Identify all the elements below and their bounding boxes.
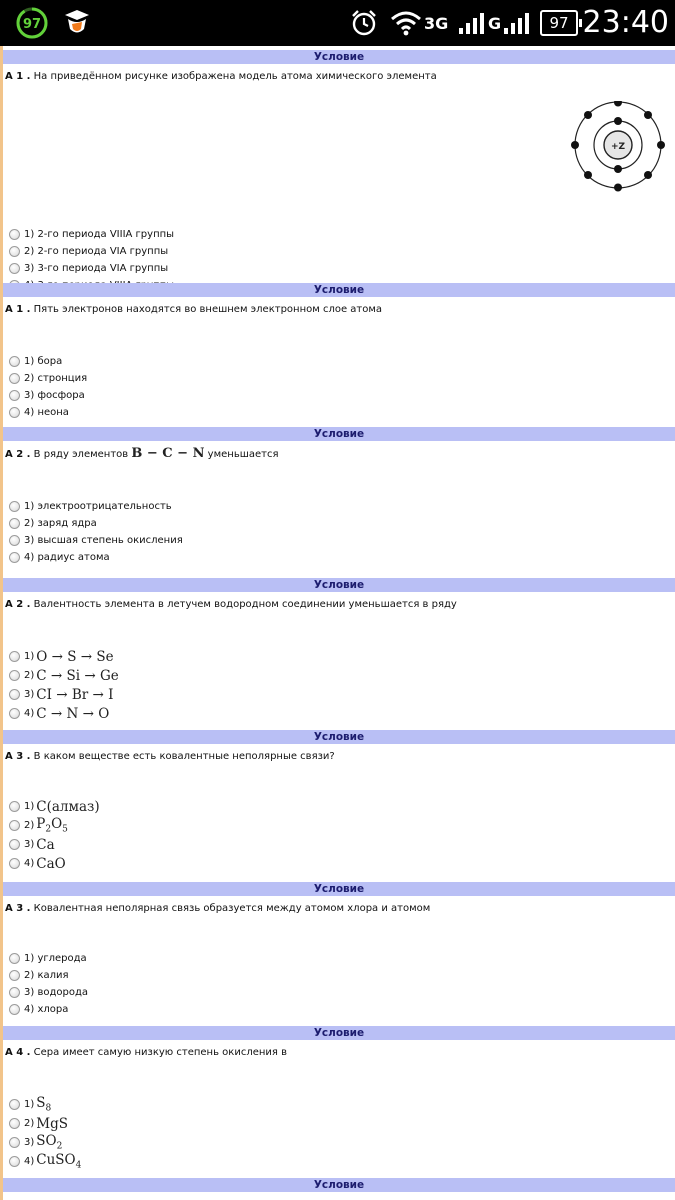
question-text [5,599,457,610]
radio-button[interactable] [9,501,20,512]
answer-option[interactable]: 2) калия [9,967,88,984]
question-label: Ковалентная неполярная связь образуется между атомом хлора и атомом [33,903,431,914]
question-formula: B − C − N [131,446,205,461]
radio-button[interactable] [9,356,20,367]
shield-app-icon [62,9,92,37]
answer-option[interactable]: 4) радиус атома [9,549,183,566]
radio-button[interactable] [9,1004,20,1015]
task-card [0,730,675,881]
answer-option[interactable]: 1) O → S → Se [9,647,119,666]
radio-button[interactable] [9,839,20,850]
radio-button[interactable] [9,953,20,964]
radio-button[interactable] [9,970,20,981]
question-number: А 3 . [5,751,31,762]
radio-button[interactable] [9,552,20,563]
answer-option[interactable]: 2) 2-го периода VIA группы [9,243,174,260]
question-label: В каком веществе есть ковалентные неполярные связи? [33,751,335,762]
answer-options [9,498,183,566]
condition-header: Условие [3,1178,675,1192]
task-card [0,50,675,282]
radio-button[interactable] [9,858,20,869]
network2-type-label: G [488,14,502,33]
formula: $SO_2$ [36,1133,63,1152]
radio-button[interactable] [9,229,20,240]
answer-options [9,950,88,1018]
radio-button[interactable] [9,708,20,719]
answer-option[interactable]: 3) фосфора [9,387,87,404]
question-number: А 2 . [5,449,31,460]
signal-bars-2-icon [503,12,529,34]
condition-header: Условие [3,730,675,744]
answer-option[interactable]: 2) $P_2O_5$ [9,816,100,835]
question-text [5,903,430,914]
task-card [0,1026,675,1177]
question-text [5,446,279,461]
answer-option[interactable]: 1) углерода [9,950,88,967]
answer-option[interactable]: 2) C → Si → Ge [9,666,119,685]
test-content[interactable] [0,46,675,1200]
radio-button[interactable] [9,689,20,700]
radio-button[interactable] [9,1156,20,1167]
answer-option[interactable]: 3) водорода [9,984,88,1001]
answer-option[interactable]: 1) $S_8$ [9,1095,81,1114]
formula: CuSO$_4$ [36,1152,82,1171]
answer-option[interactable]: 4) CaO [9,854,100,873]
question-label: Сера имеет самую низкую степень окисления в [33,1047,287,1058]
alarm-clock-icon [350,9,378,37]
question-text [5,304,382,315]
question-number: А 2 . [5,599,31,610]
formula: $P_2O_5$ [36,816,68,835]
answer-option[interactable]: 4) CuSO$_4$ [9,1152,81,1171]
radio-button[interactable] [9,1118,20,1129]
answer-option[interactable]: 4) C → N → O [9,704,119,723]
badge-value: 97 [22,17,42,32]
question-number: А 3 . [5,903,31,914]
question-suffix: уменьшается [207,449,279,460]
question-number: А 4 . [5,1047,31,1058]
radio-button[interactable] [9,535,20,546]
condition-header: Условие [3,1026,675,1040]
question-label: Валентность элемента в летучем водородном соединении уменьшается в ряду [33,599,457,610]
formula: $S_8$ [36,1095,52,1114]
battery-icon: 97 [540,10,578,36]
task-card [0,427,675,577]
answer-option[interactable]: 2) стронция [9,370,87,387]
answer-option[interactable]: 4) неона [9,404,87,421]
radio-button[interactable] [9,670,20,681]
condition-header: Условие [3,427,675,441]
question-text [5,1047,287,1058]
radio-button[interactable] [9,390,20,401]
answer-option[interactable]: 3) CI → Br → I [9,685,119,704]
network-type-label: 3G [424,14,449,33]
radio-button[interactable] [9,246,20,257]
radio-button[interactable] [9,1137,20,1148]
condition-header: Условие [3,882,675,896]
radio-button[interactable] [9,518,20,529]
radio-button[interactable] [9,407,20,418]
signal-bars-icon [458,12,484,34]
answer-option[interactable]: 2) MgS [9,1114,81,1133]
answer-options [9,1095,81,1171]
answer-option[interactable]: 3) 3-го периода VIA группы [9,260,174,277]
condition-header: Условие [3,50,675,64]
task-card [0,578,675,729]
question-number: А 1 . [5,304,31,315]
question-text [5,71,437,82]
answer-option[interactable]: 3) высшая степень окисления [9,532,183,549]
wifi-icon [390,10,422,36]
question-text [5,751,335,762]
task-card [0,882,675,1025]
status-bar [0,0,675,46]
nucleus-label: +Z [610,142,626,152]
radio-button[interactable] [9,263,20,274]
radio-button[interactable] [9,820,20,831]
answer-option[interactable]: 1) C(алмаз) [9,797,100,816]
clock: 23:40 [582,5,669,40]
question-label: На приведённом рисунке изображена модель атома химического элемента [33,71,437,82]
answer-option[interactable]: 3) $SO_2$ [9,1133,81,1152]
condition-header: Условие [3,283,675,297]
answer-option[interactable]: 1) 2-го периода VIIIA группы [9,226,174,243]
answer-option[interactable]: 2) заряд ядра [9,515,183,532]
answer-option[interactable]: 1) электроотрицательность [9,498,183,515]
question-prefix: В ряду элементов [33,449,129,460]
question-label: Пять электронов находятся во внешнем электронном слое атома [33,304,383,315]
circular-progress-badge-icon [16,7,48,39]
task-card [0,1178,675,1200]
answer-options [9,647,119,723]
question-number: А 1 . [5,71,31,82]
answer-option[interactable]: 4) хлора [9,1001,88,1018]
radio-button[interactable] [9,801,20,812]
task-card [0,283,675,427]
radio-button[interactable] [9,373,20,384]
answer-option[interactable]: 1) бора [9,353,87,370]
answer-options [9,353,87,421]
answer-options [9,797,100,873]
condition-header: Условие [3,578,675,592]
radio-button[interactable] [9,651,20,662]
radio-button[interactable] [9,1099,20,1110]
atom-model-figure [565,101,675,211]
radio-button[interactable] [9,987,20,998]
answer-option[interactable]: 3) Ca [9,835,100,854]
